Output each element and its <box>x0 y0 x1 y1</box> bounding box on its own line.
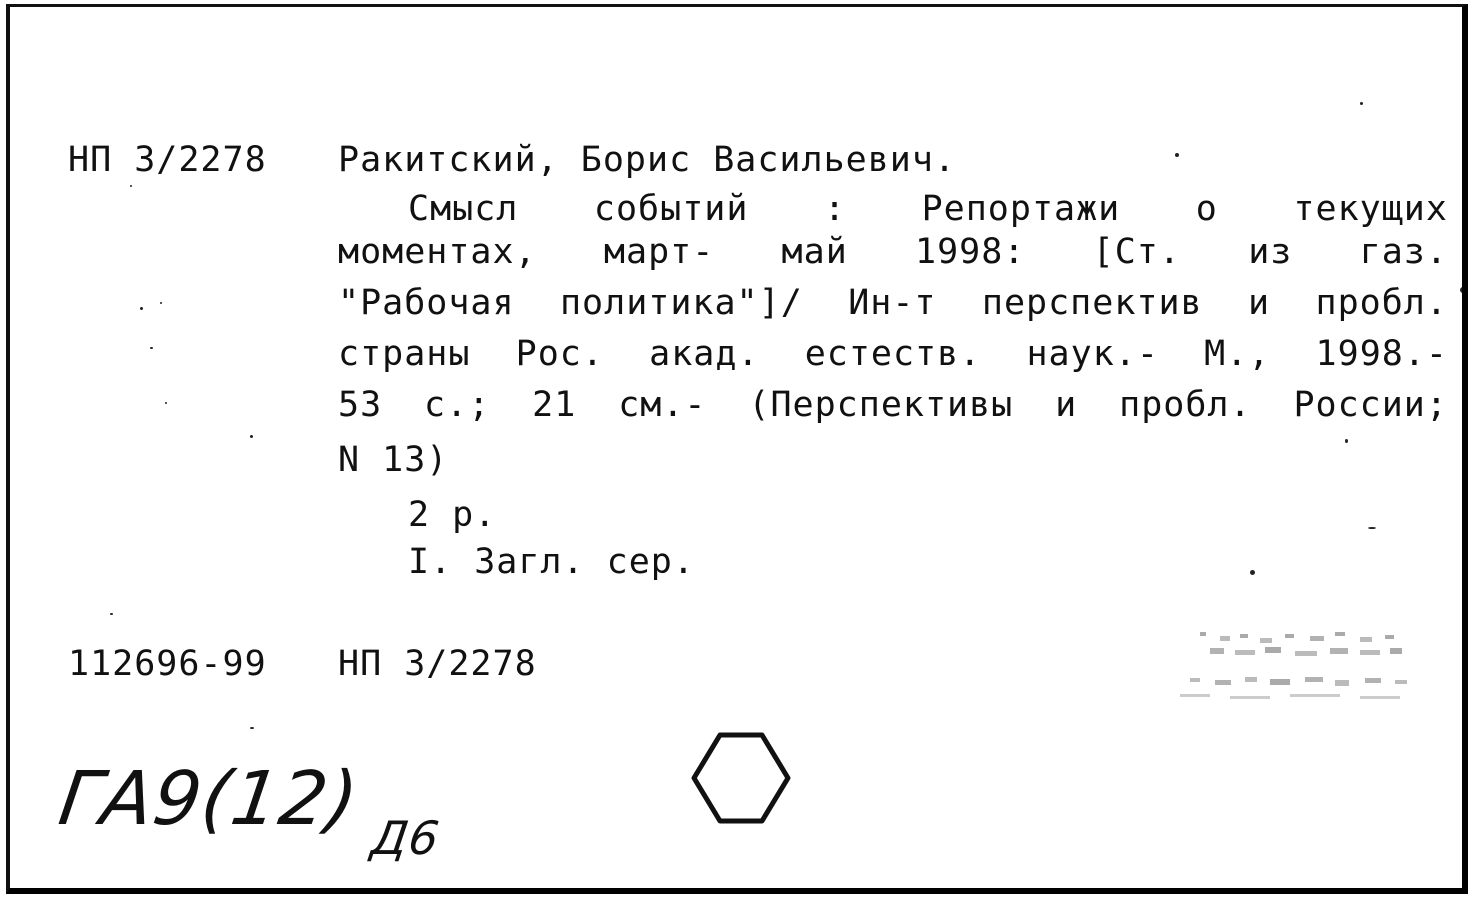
title-word: из <box>1248 232 1293 272</box>
title-word: М., <box>1204 334 1271 374</box>
faded-stamp-icon <box>1160 622 1440 712</box>
scan-speck <box>110 613 113 615</box>
added-entry: I. Загл. сер. <box>408 542 695 582</box>
title-word: май <box>781 232 848 272</box>
title-word: и <box>1248 283 1271 323</box>
series-end: N 13) <box>338 440 449 480</box>
title-line-4 <box>338 334 1448 374</box>
title-word: 21 <box>532 385 577 425</box>
title-word: газ. <box>1359 232 1448 272</box>
title-word: Репортажи <box>921 189 1121 229</box>
title-word: (Перспективы <box>748 385 1014 425</box>
title-word: пробл. <box>1315 283 1448 323</box>
title-word: моментах, <box>338 232 537 272</box>
title-word: естеств. <box>804 334 982 374</box>
title-word: 1998: <box>915 232 1026 272</box>
title-word: текущих <box>1293 189 1448 229</box>
scan-speck <box>1345 439 1348 443</box>
title-word: страны <box>338 334 471 374</box>
title-line-2 <box>338 232 1448 272</box>
title-word: март- <box>603 232 715 272</box>
scan-speck <box>165 402 167 404</box>
scan-speck <box>1175 153 1179 157</box>
title-word: см.- <box>618 385 707 425</box>
punch-hole-icon <box>686 729 796 827</box>
handwritten-code: ГА9(12) <box>53 756 364 842</box>
scan-speck <box>250 435 253 438</box>
scan-speck <box>1368 527 1376 529</box>
title-word: перспектив <box>981 283 1203 323</box>
scan-speck <box>1250 570 1255 575</box>
title-word: акад. <box>649 334 760 374</box>
scan-speck <box>140 307 143 310</box>
title-word: 53 <box>338 385 383 425</box>
title-word: Ин-т <box>848 283 937 323</box>
title-line-1 <box>408 189 1448 229</box>
author-heading: Ракитский, Борис Васильевич. <box>338 140 957 180</box>
shelfmark: НП 3/2278 <box>68 140 267 180</box>
scan-speck <box>1360 102 1363 105</box>
title-word: Смысл <box>408 189 519 229</box>
title-line-3 <box>338 283 1448 323</box>
title-word: наук.- <box>1026 334 1159 374</box>
title-word: пробл. <box>1119 385 1252 425</box>
title-line-5 <box>338 385 1448 425</box>
scan-speck <box>160 302 162 304</box>
title-word: России; <box>1293 385 1448 425</box>
title-word: [Ст. <box>1092 232 1181 272</box>
title-word: с.; <box>424 385 491 425</box>
title-word: Рос. <box>515 334 604 374</box>
scan-speck <box>250 727 254 729</box>
title-word: 1998.- <box>1315 334 1448 374</box>
title-word: событий <box>593 189 749 229</box>
shelfmark-repeat: НП 3/2278 <box>338 644 537 684</box>
price: 2 р. <box>408 495 497 535</box>
scan-speck <box>1460 287 1466 293</box>
title-word: политика"]/ <box>559 283 803 323</box>
catalog-card <box>6 4 1468 894</box>
scan-speck <box>150 347 153 349</box>
title-word: и <box>1055 385 1078 425</box>
accession-number: 112696-99 <box>68 644 267 684</box>
handwritten-suffix: Д6 <box>368 811 444 865</box>
title-word: : <box>823 189 847 229</box>
title-word: "Рабочая <box>338 283 515 323</box>
title-word: о <box>1195 189 1218 229</box>
scan-speck <box>130 185 132 187</box>
